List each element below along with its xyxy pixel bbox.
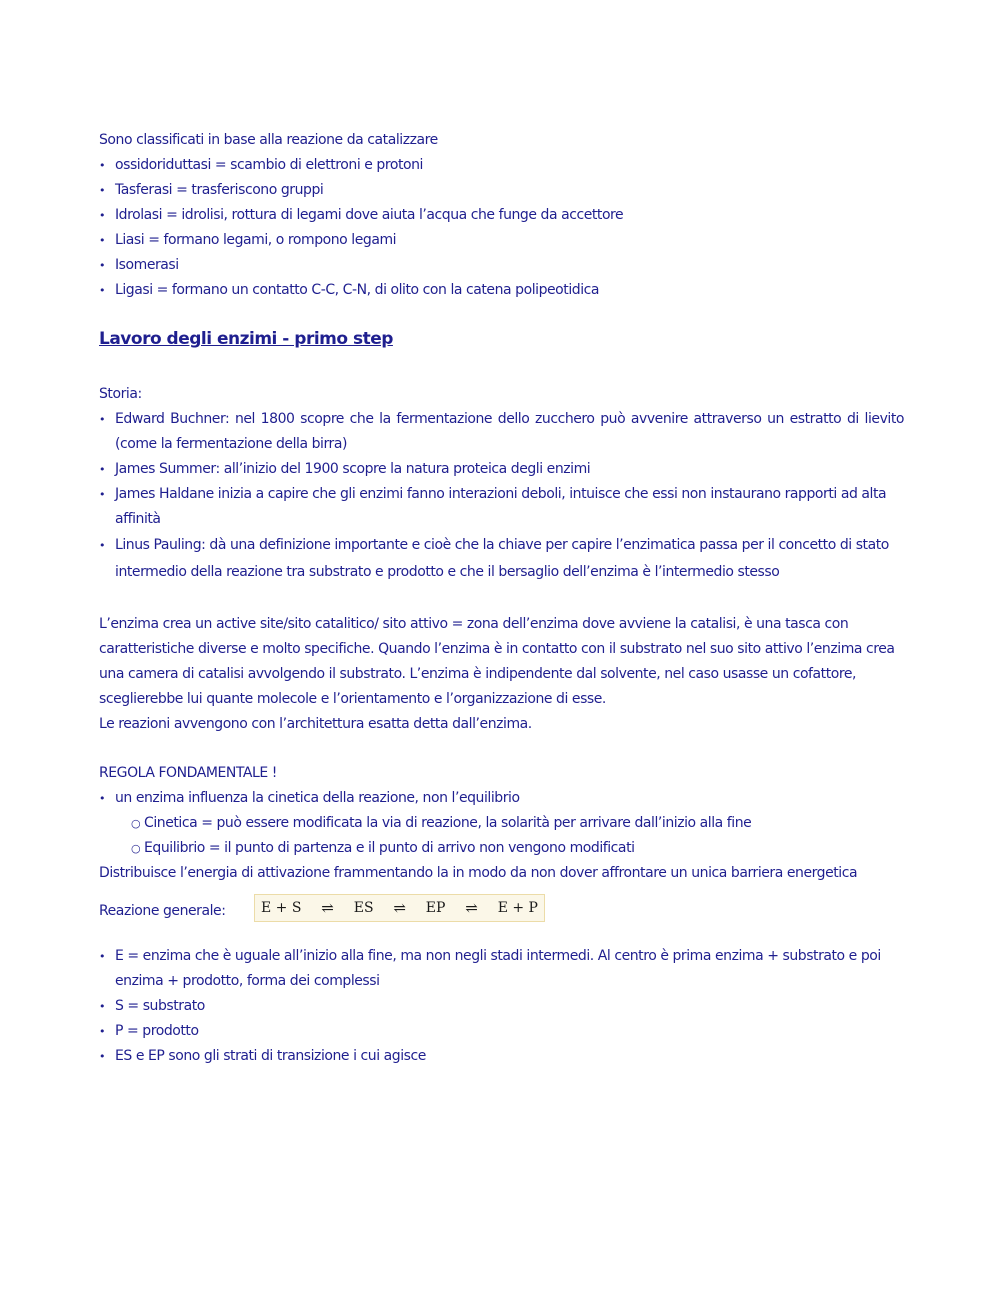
- equilibrium-arrow-icon: ⇌: [393, 899, 406, 917]
- list-item: • E = enzima che è uguale all’inizio alla fine, ma non negli stadi intermedi. Al centro è prima enzima + substrato e poi enzima + prodotto, forma dei complessi: [99, 944, 904, 994]
- sub-list-item: ○ Equilibrio = il punto di partenza e il punto di arrivo non vengono modificati: [131, 836, 904, 861]
- reaction-equation: [254, 894, 545, 922]
- document-page: [99, 128, 904, 1069]
- list-item: • James Summer: all’inizio del 1900 scopre la natura proteica degli enzimi: [99, 457, 904, 482]
- equilibrium-arrow-icon: ⇌: [321, 899, 334, 917]
- activation-line: Distribuisce l’energia di attivazione frammentando la in modo da non dover affrontare un unica barriera energetica: [99, 865, 858, 881]
- enzyme-class-list: [99, 153, 904, 303]
- list-item: • Isomerasi: [99, 253, 904, 278]
- list-item: • James Haldane inizia a capire che gli enzimi fanno interazioni deboli, intuisce che essi non instaurano rapporti ad alta affinità: [99, 482, 904, 532]
- rule-sublist: [99, 811, 904, 861]
- list-item: • Liasi = formano legami, o rompono legami: [99, 228, 904, 253]
- reaction-row: [99, 894, 904, 930]
- list-item: • ES e EP sono gli strati di transizione i cui agisce: [99, 1044, 904, 1069]
- list-item: • S = substrato: [99, 994, 904, 1019]
- intro-text: Sono classificati in base alla reazione da catalizzare: [99, 132, 438, 148]
- equation-term: E + P: [497, 900, 538, 916]
- equation-term: EP: [425, 900, 446, 916]
- storia-label: Storia:: [99, 386, 142, 402]
- reaction-label: Reazione generale:: [99, 903, 226, 919]
- architecture-line: Le reazioni avvengono con l’architettura esatta detta dall’enzima.: [99, 716, 532, 732]
- equilibrium-arrow-icon: ⇌: [465, 899, 478, 917]
- rule-list: [99, 786, 904, 811]
- list-item: • Idrolasi = idrolisi, rottura di legami dove aiuta l’acqua che funge da accettore: [99, 203, 904, 228]
- equation-term: ES: [353, 900, 374, 916]
- list-item: • ossidoriduttasi = scambio di elettroni e protoni: [99, 153, 904, 178]
- list-item: • un enzima influenza la cinetica della reazione, non l’equilibrio: [99, 786, 904, 811]
- storia-list: [99, 407, 904, 586]
- list-item: • Ligasi = formano un contatto C-C, C-N, di olito con la catena polipeotidica: [99, 278, 904, 303]
- list-item: • Linus Pauling: dà una definizione importante e cioè che la chiave per capire l’enzimatica passa per il concetto di stato intermedio della reazione tra substrato e prodotto e che il bersaglio dell’enzima è l’intermedio stesso: [99, 532, 904, 586]
- definitions-list: [99, 944, 904, 1069]
- sub-list-item: ○ Cinetica = può essere modificata la via di reazione, la solarità per arrivare dall’inizio alla fine: [131, 811, 904, 836]
- equation-term: E + S: [261, 900, 302, 916]
- list-item: • P = prodotto: [99, 1019, 904, 1044]
- active-site-paragraph: L’enzima crea un active site/sito catalitico/ sito attivo = zona dell’enzima dove avviene la catalisi, è una tasca con caratteristiche diverse e molto specifiche. Quando l’enzima è in contatto con il substrato nel suo sito attivo l’enzima crea una camera di catalisi avvolgendo il substrato. L’enzima è indipendente dal solvente, nel caso usasse un cofattore, sceglierebbe lui quante molecole e l’orientamento e l’organizzazione di esse.: [99, 616, 895, 707]
- list-item: • Edward Buchner: nel 1800 scopre che la fermentazione dello zucchero può avvenire attraverso un estratto di lievito (come la fermentazione della birra): [99, 407, 904, 457]
- list-item: • Tasferasi = trasferiscono gruppi: [99, 178, 904, 203]
- section-heading: Lavoro degli enzimi - primo step: [99, 329, 393, 349]
- rule-title: REGOLA FONDAMENTALE !: [99, 765, 277, 781]
